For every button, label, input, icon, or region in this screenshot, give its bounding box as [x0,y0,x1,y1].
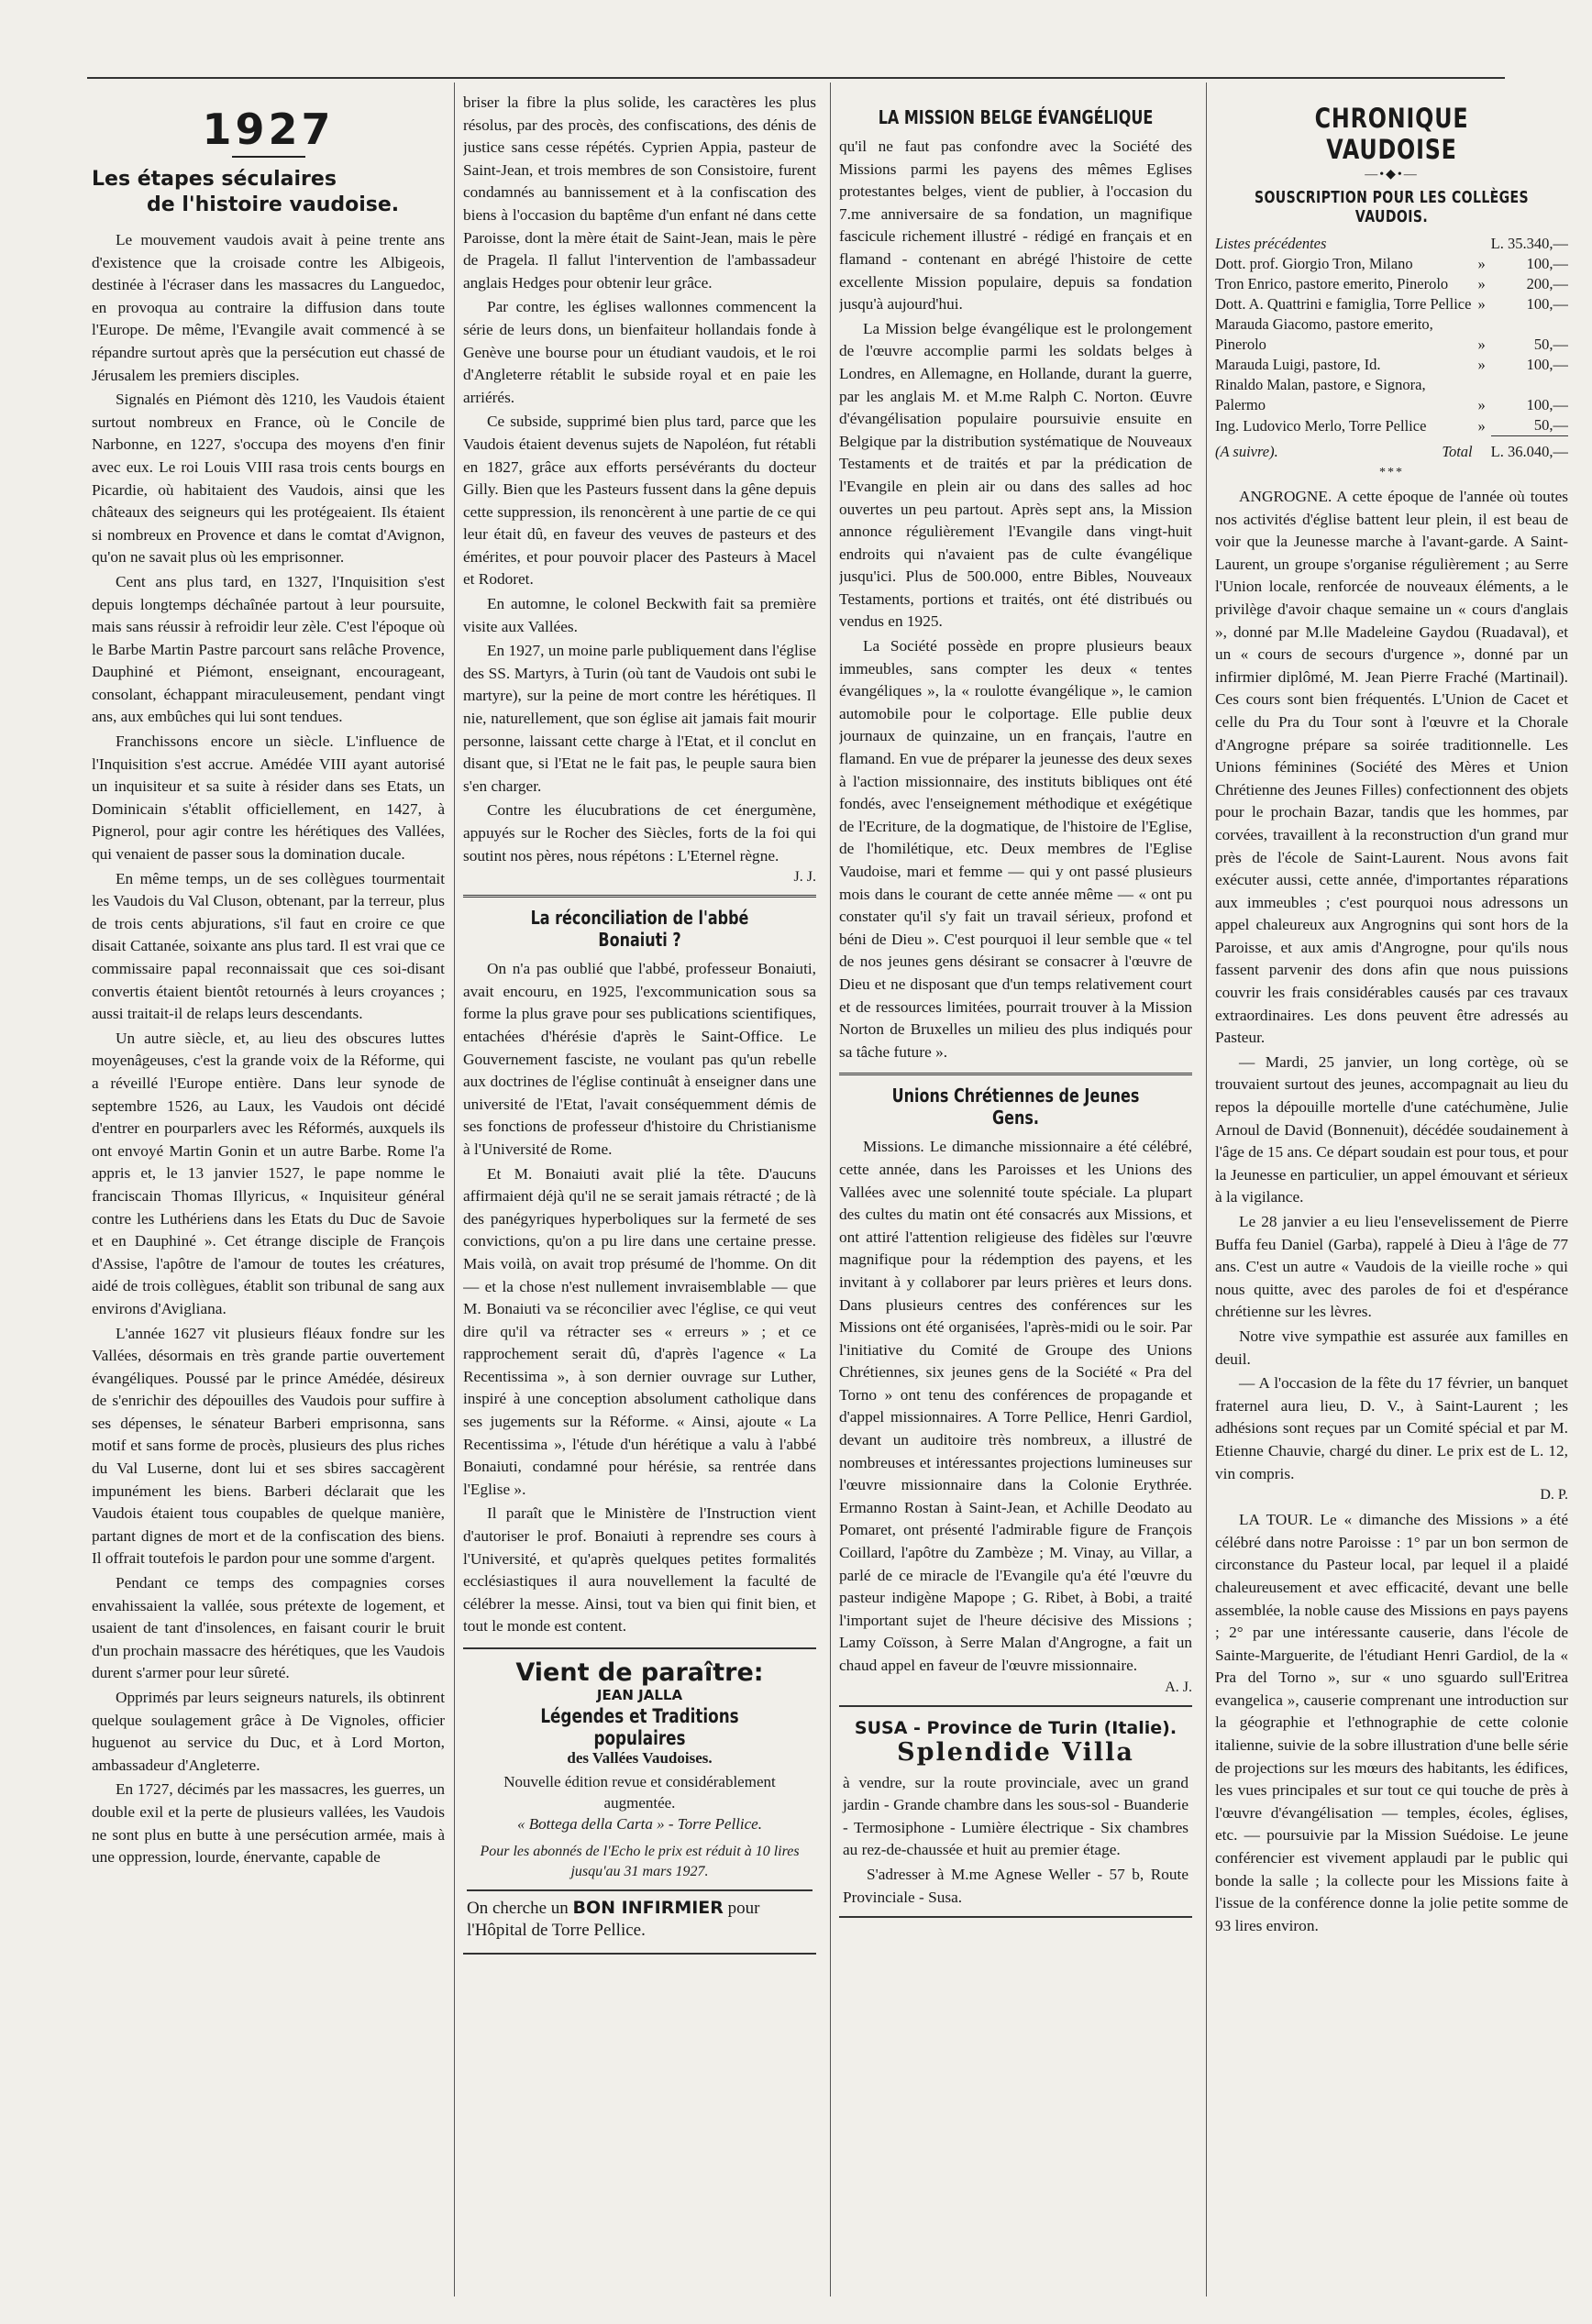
column-2 [463,92,816,2287]
column-divider [1206,83,1207,2296]
year-heading: 1927 [202,105,335,154]
ornament: —•◆•— [1365,168,1419,182]
donation-amount: 50,— [1533,336,1568,353]
table-row [1215,355,1568,375]
donor-name: Marauda Giacomo, pastore emerito, Pinerolo [1215,315,1433,353]
villa-title: Splendide Villa [897,1737,1134,1767]
table-row [1215,415,1568,436]
subscription-table [1215,234,1568,462]
villa-description: à vendre, sur la route provinciale, avec un grand jardin - Grande chambre dans les sous-sol - Buanderie - Termosiphone - Lumière électrique - Six chambres au rez-de-chaussée et huit au premier étage. [843,1773,1188,1859]
ad-publisher: « Bottega della Carta » - Torre Pellice. [517,1815,762,1833]
paragraph: LA TOUR. Le « dimanche des Missions » a été célébré dans notre Paroisse : 1° par un bon sermon de circonstance du Pasteur local, par lequel il a plaidé chaleureusement et avec efficacité, devant une belle assemblée, la noble cause des Missions en pays payens ; 2° par une intéressante causerie, dans l'école de Sainte-Marguerite, de l'étudiant Henri Gardiol, de la « Pra del Torno », sur « uno sguardo sull'Eritrea evangelica », causerie comprenant une introduction sur la géographie et l'ethnographie de cette colonie italienne, suivie de la sobre illustration d'une belle série de projections sur les mœurs des habitants, les édifices, les vues principales et sur tout ce qui touche de près à l'œuvre d'évangélisation — temples, écoles, églises, etc. — poursuivie par la Mission Suédoise. Le jeune conférencier est vivement applaudi par le public qui bonde la salle ; la collecte pour les Missions faite à l'issue de la conférence donne la jolie petite somme de 93 lires environ. [1215,1511,1568,1934]
signature: D. P. [1540,1487,1568,1503]
paragraph: Un autre siècle, et, au lieu des obscures luttes moyenâgeuses, c'est la grande voix de la Réforme, qui a réveillé l'Europe entière. Dans leur synode de septembre 1526, au Laux, les Vaudois ont décidé d'entrer en pourparlers avec les Réformés, auxquels ils ont envoyé Martin Gonin et un autre Barbe. Rome l'a appris et, le 13 janvier 1527, le pape nomme le franciscain Thomas Illyricus, « Inquisiteur général contre les Luthériens dans les Etats du Duc de Savoie et en Dauphiné ». Cet étrange disciple de François d'Assise, l'apôtre de l'amour de toutes les créatures, aidé de trois collègues, établit son tribunal de sang aux environs d'Avigliana. [92,1029,445,1317]
villa-contact: S'adresser à M.me Agnese Weller - 57 b, Route Provinciale - Susa. [843,1865,1188,1906]
headline-line-1: Les étapes séculaires [92,168,337,191]
book-advertisement [463,1647,816,1955]
paragraph: La Mission belge évangélique est le prolongement de l'œuvre accomplie parmi les soldats belges à Londres, en Allemagne, en Hollande, durant la guerre, par les anglais M. et M.me Ralph C. Norton. Œuvre d'évangélisation populaire poursuivie ensuite en Belgique par la distribution systématique de Nouveaux Testaments et de traités et par la prédication de l'Evangile en plein air ou dans des salles ad hoc ouvertes un peu partout. Après sept ans, la Mission annonce régulièrement l'Evangile dans vingt-huit endroits qui n'avaient pas de culte évangélique jusqu'ici. Plus de 500.000, entre Bibles, Nouveaux Testaments, portions et traités, ont été distribués ou vendus en 1925. [839,319,1192,631]
donor-name: Dott. prof. Giorgio Tron, Milano [1215,255,1413,272]
ditto-mark: » [1477,416,1486,435]
ditto-mark: » [1477,336,1486,353]
donation-amount: 100,— [1526,255,1568,272]
paragraph: qu'il ne faut pas confondre avec la Société des Missions parmi les payens des mêmes Eglises protestantes belges, vient de publier, à l'occasion du 7.me anniversaire de sa fondation, un magnifique fascicule richement illustré - rédigé en français et en flamand - contenant en abrégé l'histoire de cette excellente Mission populaire, depuis sa fondation jusqu'à aujourd'hui. [839,138,1192,314]
paragraph: Par contre, les églises wallonnes commencent la série de leurs dons, un bienfaiteur hollandais fonde à Genève une bourse pour un étudiant vaudois, et le roi d'Angleterre rétablit le subside royal et en paie les arriérés. [463,298,816,406]
section-separator [839,1073,1192,1075]
list-amount: L. 35.340,— [1490,235,1568,252]
section-headline: CHRONIQUE VAUDOISE [1314,103,1469,165]
wanted-bold: BON INFIRMIER [572,1898,724,1918]
total-label: Total [1442,443,1473,460]
column-divider [830,83,831,2296]
paragraph: Contre les élucubrations de cet énergumène, appuyés sur le Rocher des Siècles, forts de la foi qui soutint nos pères, nous répétons : L'Eternel règne. [463,801,816,865]
paragraph: Opprimés par leurs seigneurs naturels, ils obtinrent quelque soulagement grâce à De Vignoles, officier huguenot au service du Duc, et à Lord Morton, ambassadeur d'Angleterre. [92,1689,445,1774]
ad-divider [467,1889,813,1891]
ad-book-subtitle: des Vallées Vaudoises. [567,1749,713,1767]
donor-name: Tron Enrico, pastore emerito, Pinerolo [1215,275,1449,292]
wanted-pre: On cherche un [467,1899,569,1918]
villa-location: SUSA - Province de Turin (Italie). [854,1717,1177,1738]
total-row [1215,436,1568,463]
list-label: Listes précédentes [1215,235,1327,252]
ad-title: Vient de paraître: [515,1658,764,1687]
paragraph: Missions. Le dimanche missionnaire a été célébré, cette année, dans les Paroisses et les Unions des Vallées avec une solennité toute spéciale. La plupart des cultes du matin ont été consacrés aux Missions, et ont attiré l'attention religieuse des fidèles sur l'œuvre magnifique pour la rédemption des payens, et les invitant à y collaborer par leurs prières et leurs dons. Dans plusieurs centres des conférences sur les Missions ont été organisées, l'après-midi ou le soir. Par l'initiative du Comité de Groupe des Unions Chrétiennes, six jeunes gens de la Société « Pra del Torno » ont tenu des conférences de propagande et d'appel missionnaires. A Torre Pellice, Henri Gardiol, devant un auditoire très nombreux, a illustré de nombreuses et intéressantes projections lumineuses sur l'œuvre missionnaire dans la Colonie Erythrée. Ermanno Rostan à Saint-Jean, et Achille Deodato au Pomaret, ont présenté l'admirable figure de François Coillard, l'apôtre du Zambèze ; M. Vinay, au Villar, a parlé de ce miracle de l'Evangile qu'a été l'œuvre du pasteur indigène Mapope ; G. Ribet, à Bobi, a traité l'important sujet de l'heure décisive des Missions ; Lamy Coïsson, à Serre Malan d'Angrogne, a fait un chaud appel en faveur de l'œuvre missionnaire. [839,1138,1192,1674]
paragraph: Ce subside, supprimé bien plus tard, parce que les Vaudois étaient devenus sujets de Napoléon, fut rétabli en 1827, grâce aux efforts persévérants du docteur Gilly. Bien que les Pasteurs fussent dans la gêne depuis cette suppression, ils renoncèrent à une partie de ce qui leur était dû, en faveur des veuves de pasteurs et des émérites, et pour pouvoir placer des Pasteurs à Macel et Rodoret. [463,413,816,589]
total-amount: L. 36.040,— [1491,436,1568,463]
paragraph: Le mouvement vaudois avait à peine trente ans d'existence que la croisade contre les Albigeois, destinée à l'écraser dans les massacres du Languedoc, en provoqua au contraire la diffusion dans toute l'Europe. De même, l'Evangile avait commencé à se répandre surtout après que la persécution eut chassé de Jérusalem les premiers disciples. [92,231,445,384]
wanted-post: pour l'Hôpital de Torre Pellice. [467,1899,760,1940]
ad-price-note: Pour les abonnés de l'Echo le prix est réduit à 10 lires jusqu'au 31 mars 1927. [480,1844,800,1879]
paragraph: Et M. Bonaiuti avait plié la tête. D'aucuns affirmaient déjà qu'il ne se serait jamais rétracté ; de là des panégyriques hyperboliques sur la fermeté de ses convictions, qu'on a pu lire dans une certaine presse. Mais voilà, on avait trop présumé de l'homme. On dit — et la chose n'est nullement invraisemblable — que M. Bonaiuti va se réconcilier avec l'église, ce qui veut dire qu'il va rétracter ses « erreurs » ; et ce rapprochement serait dû, d'après l'agence « La Recentissima », à son dernier ouvrage sur Luther, inspiré à une conception absolument catholique dans ses jugements sur la Réforme. « Ainsi, ajoute « La Recentissima », l'étude d'un hérétique a valu à l'abbé Bonaiuti, condamné pour hérésie, sa rentrée dans l'Eglise ». [463,1164,816,1498]
table-row [1215,254,1568,274]
article-headline: LA MISSION BELGE ÉVANGÉLIQUE [878,106,1154,128]
donation-amount: 100,— [1526,396,1568,413]
ad-book-title: Légendes et Traditions populaires [540,1705,739,1749]
ad-edition-note: Nouvelle édition revue et considérablement augmentée. [503,1773,776,1812]
paragraph: Cent ans plus tard, en 1327, l'Inquisition s'est depuis longtemps déchaînée partout à leur poursuite, mais sans réussir à refroidir leur zèle. C'est l'époque où le Barbe Martin Pastre parcourt sans relâche Provence, Dauphiné et Piémont, enseignant, encourageant, consolant, échappant miraculeusement, pendant vingt ans, aux embûches qui lui sont tendues. [92,572,445,726]
donor-name: Dott. A. Quattrini e famiglia, Torre Pellice [1215,295,1472,313]
year-underline [232,156,305,158]
donor-name: Marauda Luigi, pastore, Id. [1215,356,1381,373]
paragraph: briser la fibre la plus solide, les caractères les plus résolus, par des procès, des confiscations, des dénis de justice sans cesse répétés. Cyprien Appia, pasteur de Saint-Jean, et trois membres de son Consistoire, furent condamnés au bannissement et à la confiscation des biens à l'occasion du baptême d'un enfant né dans cette Paroisse, dont la mère était de Saint-Jean, mais le père de Pragela. Il fallut l'intervention de l'ambassadeur anglais Hedges pour obtenir leur grâce. [463,94,816,292]
paragraph: En même temps, un de ses collègues tourmentait les Vaudois du Val Cluson, obtenant, par la terreur, plus de trois cents abjurations, s'il faut en croire ce que disait Cattanée, soixante ans plus tard. Il est vrai que ce commissaire papal reconnaissait que ces soi-disant convertis étaient bientôt retournés à leurs croyances ; aussi traitait-il de relaps leurs descendants. [92,869,445,1023]
to-be-continued: (A suivre). [1215,443,1278,460]
donation-amount: 200,— [1526,275,1568,292]
paragraph: Signalés en Piémont dès 1210, les Vaudois étaient surtout nombreux en France, où le Concile de Narbonne, en 1227, s'occupa des moyens d'en finir avec eux. Le roi Louis VIII rasa trois cents bourgs en Picardie, où habitaient des Vaudois, ainsi que les châteaux des seigneurs qui les protégeaient. Ils étaient si nombreux en Provence et dans le comtat d'Avignon, qu'on ne savait plus où les emprisonner. [92,391,445,567]
table-row [1215,314,1568,355]
paragraph: En 1727, décimés par les massacres, les guerres, un double exil et la perte de plusieurs vallées, les Vaudois ne sont plus en butte à une persécution armée, mais à une oppression, lourde, énervante, capable de [92,1780,445,1867]
headline-line-2: de l'histoire vaudoise. [147,193,400,216]
column-3 [839,92,1192,2287]
wanted-notice [467,1897,813,1942]
column-4 [1215,92,1568,2287]
total-row-label [1215,436,1473,463]
subscription-heading: SOUSCRIPTION POUR LES COLLÈGES VAUDOIS. [1254,188,1530,226]
asterism: *** [1379,466,1404,479]
article-headline: Unions Chrétiennes de Jeunes Gens. [891,1085,1140,1129]
top-rule [87,77,1505,79]
table-row [1215,274,1568,294]
paragraph: En automne, le colonel Beckwith fait sa première visite aux Vallées. [463,595,816,635]
donation-amount: 50,— [1533,416,1568,434]
paragraph: Le 28 janvier a eu lieu l'ensevelissement de Pierre Buffa feu Daniel (Garba), rappelé à Dieu à l'âge de 77 ans. C'est un autre « Vaudois de la vieille roche » qui nous quitte, avec des paroles de foi et d'espérance chrétienne sur les lèvres. [1215,1213,1568,1321]
donation-amount: 100,— [1526,356,1568,373]
column-divider [454,83,455,2296]
ditto-mark: » [1477,275,1486,292]
paragraph: Notre vive sympathie est assurée aux familles en deuil. [1215,1327,1568,1368]
paragraph: ANGROGNE. A cette époque de l'année où toutes nos activités d'église battent leur plein, il est beau de voir que la Jeunesse marche à l'avant-garde. A Saint-Laurent, un groupe s'organise régulièrement ; au Serre l'Union locale, renforcée de nouveaux éléments, a le privilège d'avoir chaque semaine un « cours d'anglais », donné par M.lle Madeleine Gaydou (Ruadaval), et un « cours de secours d'urgence », donné par un infirmier diplômé, M. Jean Pierre Fraché (Martinail). Ces cours sont bien fréquentés. L'Union de Cacet et celle du Pra du Tour sont à l'œuvre et la Chorale d'Angrogne prépare sa soirée traditionnelle. Les Unions féminines (Société des Mères et Union Chrétienne des Jeunes Filles) confectionnent des objets pour le prochain Bazar, tandis que les hommes, par corvées, travaillent à la reconstruction d'un grand mur près de l'école de Saint-Laurent. Nous avons fait exécuter aussi, cette année, d'importantes réparations aux immeubles ; c'est pourquoi nous adressons un appel chaleureux aux Angrognins qui sont hors de la Paroisse, et aux amis d'Angrogne, pour qu'ils nous fassent parvenir des dons afin que nous puissions couvrir les frais considérables causés par ces travaux extraordinaires. Les dons peuvent être adressés au Pasteur. [1215,488,1568,1047]
paragraph: La Société possède en propre plusieurs beaux immeubles, sans compter les deux « tentes évangéliques », la « roulotte évangélique », le camion automobile pour le colportage. Elle publie deux journaux de quinzaine, un en français, l'autre en flamand. En vue de préparer la jeunesse des deux sexes à l'action missionnaire, des instituts bibliques ont été fondés, avec l'enseignement méthodique et exégétique de l'Ecriture, de la dogmatique, de l'histoire de l'Eglise, de l'homilétique, etc. Deux membres de l'Eglise Vaudoise, mari et femme — qui y ont passé plusieurs mois dans le courant de cette année même — « ont pu constater qu'il s'y fait un travail sérieux, profond et béni de Dieu ». C'est pourquoi il leur semble que « tel de nos jeunes gens désirant se consacrer à l'œuvre de Dieu et ne disposant que d'un temps relativement court et de ressources limitées, pourrait trouver à la Mission Norton de Bruxelles un milieu des plus indiqués pour sa tâche future ». [839,637,1192,1061]
column-1 [92,92,445,2287]
signature: J. J. [793,869,816,886]
article-headline [92,167,445,218]
paragraph: En 1927, un moine parle publiquement dans l'église des SS. Martyrs, à Turin (où tant de Vaudois ont subi le martyre), sur la peine de mort contre les hérétiques. Il nie, naturellement, que son église ait jamais fait mourir personne, laissant cette charge à l'Etat, et il conclut en disant que, si l'Etat ne le fait pas, le peuple saura bien s'en charger. [463,642,816,795]
ditto-mark: » [1477,295,1486,313]
section-separator [463,895,816,898]
ditto-mark: » [1477,396,1486,413]
signature: A. J. [1165,1679,1192,1695]
paragraph: Pendant ce temps des compagnies corses envahissaient la vallée, sous prétexte de logement, et usaient de tant d'insolences, en faisant courir le bruit d'un prochain massacre des hérétiques, que les Vaudois durent s'armer pour leur sûreté. [92,1574,445,1682]
ad-author: JEAN JALLA [596,1687,683,1703]
donor-name: Ing. Ludovico Merlo, Torre Pellice [1215,416,1427,435]
villa-advertisement [839,1705,1192,1919]
ditto-mark: » [1477,356,1486,373]
table-row [1215,234,1568,254]
donor-name: Rinaldo Malan, pastore, e Signora, Palermo [1215,376,1426,413]
table-row [1215,294,1568,314]
article-headline: La réconciliation de l'abbé Bonaiuti ? [530,907,749,952]
paragraph: — A l'occasion de la fête du 17 février, un banquet fraternel aura lieu, D. V., à Saint-Laurent ; les adhésions sont reçues par un Comité spécial et par M. Etienne Chauvie, chargé du diner. Le prix est de L. 12, vin compris. [1215,1374,1568,1482]
donation-amount: 100,— [1526,295,1568,313]
paragraph: On n'a pas oublié que l'abbé, professeur Bonaiuti, avait encouru, en 1925, l'excommunication sous sa forme la plus grave pour ses publications scientifiques, entachées d'hérésie d'après le Saint-Office. Le Gouvernement fasciste, ne voulant pas qu'un rebelle aux doctrines de l'église continuât à enseigner dans une université de l'Etat, l'avait conséquemment démis de ses fonctions de professeur d'histoire du Christianisme à l'Université de Rome. [463,960,816,1158]
paragraph: Franchissons encore un siècle. L'influence de l'Inquisition s'est accrue. Amédée VIII ayant autorisé un inquisiteur et sa suite à résider dans ses Etats, un Dominicain s'établit officiellement, en 1427, à Pignerol, pour agir contre les hérétiques des Vallées, qui venaient de passer sous la domination ducale. [92,732,445,864]
ditto-mark: » [1477,255,1486,272]
paragraph: Il paraît que le Ministère de l'Instruction vient d'autoriser le prof. Bonaiuti à reprendre ses cours à l'Université, et qu'après quelques petites formalités ecclésiastiques il aura nouvellement la faculté de célébrer la messe. Ainsi, tout va bien qui finit bien, et tout le monde est content. [463,1504,816,1636]
paragraph: L'année 1627 vit plusieurs fléaux fondre sur les Vallées, désormais en très grande partie ouvertement évangéliques. Poussé par le prince Amédée, désireux de s'enrichir des dépouilles des Vaudois pour suffire à ses dépenses, le sénateur Barberi emprisonna, sans motif et sans forme de procès, plusieurs des plus riches du Val Luserne, dont lui et ses sbires saccagèrent impunément les biens. Barberi déclarait que les Vaudois étaient tous coupables de quelque manière, partant dignes de mort et de la confiscation des biens. Il offrait toutefois le pardon pour une somme d'argent. [92,1324,445,1568]
table-row [1215,375,1568,415]
paragraph: — Mardi, 25 janvier, un long cortège, où se trouvaient surtout des jeunes, accompagnait au lieu du repos la dépouille mortelle d'une catéchumène, Julie Arnoul de David (Bonnenuit), décédée soudainement à l'âge de 15 ans. Ce départ soudain est pour tous, et pour la Jeunesse en particulier, un appel émouvant et sérieux à la vigilance. [1215,1052,1568,1206]
